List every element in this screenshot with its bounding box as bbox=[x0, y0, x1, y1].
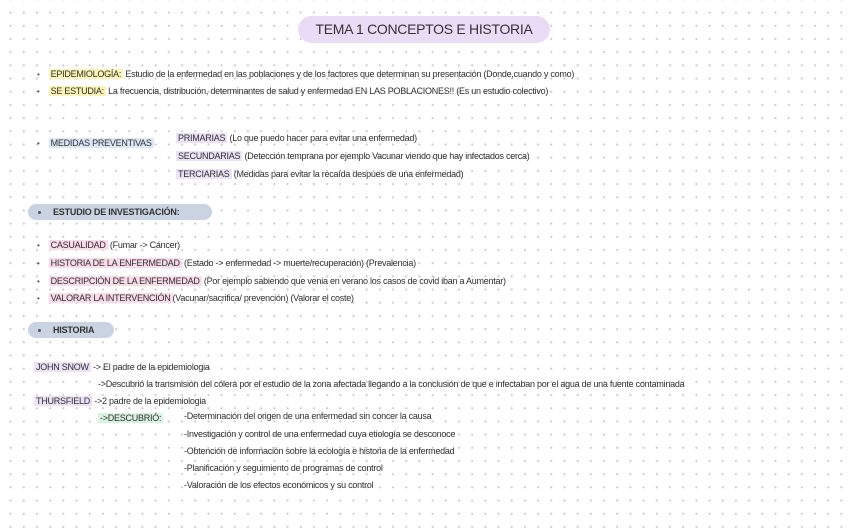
descubrio-item: -Determinación del origen de una enfermedad sin concer la causa bbox=[184, 411, 432, 421]
se-estudia-label: SE ESTUDIA: bbox=[50, 86, 104, 96]
estudio-item bbox=[37, 239, 180, 252]
descubrio-item: -Valoración de los efectos económicos y su control bbox=[184, 480, 374, 490]
descubrio-label-line bbox=[98, 412, 163, 424]
snow-label: JOHN SNOW bbox=[36, 362, 89, 372]
estudio-item-text: (Vacunar/sacrifica/ prevención) (Valorar el coste) bbox=[172, 293, 354, 303]
medidas-item bbox=[176, 150, 530, 162]
historia-heading bbox=[28, 322, 114, 338]
medidas-item-label: TERCIARIAS bbox=[178, 169, 230, 179]
bullet: • bbox=[37, 294, 40, 303]
bullet: • bbox=[37, 87, 40, 96]
epidemiologia-line bbox=[37, 68, 574, 81]
page-title: TEMA 1 CONCEPTOS E HISTORIA bbox=[298, 16, 550, 43]
snow-text: -> El padre de la epidemiologia bbox=[90, 362, 210, 372]
estudio-item bbox=[37, 275, 506, 288]
bullet: • bbox=[37, 259, 40, 268]
descubrio-item: -Planificación y seguimiento de programas de control bbox=[184, 463, 383, 473]
estudio-item-label: VALORAR LA INTERVENCIÓN bbox=[50, 293, 171, 303]
medidas-item-label: PRIMARIAS bbox=[178, 133, 226, 143]
medidas-preventivas-label: MEDIDAS PREVENTIVAS bbox=[50, 138, 152, 148]
medidas-item-text: (Lo que puedo hacer para evitar una enfermedad) bbox=[227, 133, 417, 143]
estudio-item-label: DESCRIPCIÓN DE LA ENFERMEDAD bbox=[50, 276, 200, 286]
descubrio-item: -Obtención de información sobre la ecología e historia de la enfermedad bbox=[184, 446, 455, 456]
medidas-item bbox=[176, 132, 417, 144]
se-estudia-text: La frecuencia, distribución, determinantes de salud y enfermedad EN LAS POBLACIONES!! (Es un estudio colectivo) bbox=[105, 86, 549, 96]
descubrio-label: ->DESCUBRIÓ: bbox=[100, 413, 162, 423]
bullet: • bbox=[37, 139, 40, 148]
bullet bbox=[38, 211, 41, 214]
medidas-preventivas-label-line bbox=[37, 137, 154, 150]
snow-detail: ->Descubrió la transmisión del cólera por el estudio de la zona afectada llegando a la conclusión de que e infectaban por el agua de una fuente contaminada bbox=[98, 379, 685, 389]
epidemiologia-text: Estudio de la enfermedad en las poblaciones y de los factores que determinan su presentación (Donde,cuando y como) bbox=[123, 69, 575, 79]
medidas-item bbox=[176, 168, 463, 180]
bullet: • bbox=[37, 70, 40, 79]
estudio-item-text: (Por ejemplo sabiendo que venia en verano los casos de covid iban a Aumentar) bbox=[201, 276, 506, 286]
thursfield-label: THURSFIELD bbox=[36, 396, 91, 406]
medidas-item-text: (Medidas para evitar la recaída despúes de una enfermedad) bbox=[231, 169, 464, 179]
epidemiologia-label: EPIDEMIOLOGÍA: bbox=[50, 69, 122, 79]
descubrio-item: -Investigación y control de una enfermedad cuya etiología se desconoce bbox=[184, 429, 456, 439]
bullet: • bbox=[37, 277, 40, 286]
estudio-item bbox=[37, 257, 416, 270]
medidas-item-text: (Detección temprana por ejemplo Vacunar viendo que hay infectados cerca) bbox=[242, 151, 530, 161]
estudio-item-label: HISTORIA DE LA ENFERMEDAD bbox=[50, 258, 180, 268]
thursfield-line bbox=[34, 395, 206, 407]
estudio-heading bbox=[28, 204, 212, 220]
estudio-item-text: (Estado -> enfermedad -> muerte/recuperación) (Prevalencia) bbox=[181, 258, 416, 268]
se-estudia-line bbox=[37, 85, 548, 98]
snow-line bbox=[34, 361, 210, 373]
estudio-item-text: (Fumar -> Cáncer) bbox=[107, 240, 180, 250]
estudio-item bbox=[37, 292, 354, 305]
bullet: • bbox=[37, 241, 40, 250]
thursfield-text: ->2 padre de la epidemiologia bbox=[92, 396, 206, 406]
historia-heading-text: HISTORIA bbox=[53, 325, 95, 335]
estudio-heading-text: ESTUDIO DE INVESTIGACIÓN: bbox=[53, 207, 180, 217]
bullet bbox=[38, 329, 41, 332]
estudio-item-label: CASUALIDAD bbox=[50, 240, 106, 250]
medidas-item-label: SECUNDARIAS bbox=[178, 151, 241, 161]
